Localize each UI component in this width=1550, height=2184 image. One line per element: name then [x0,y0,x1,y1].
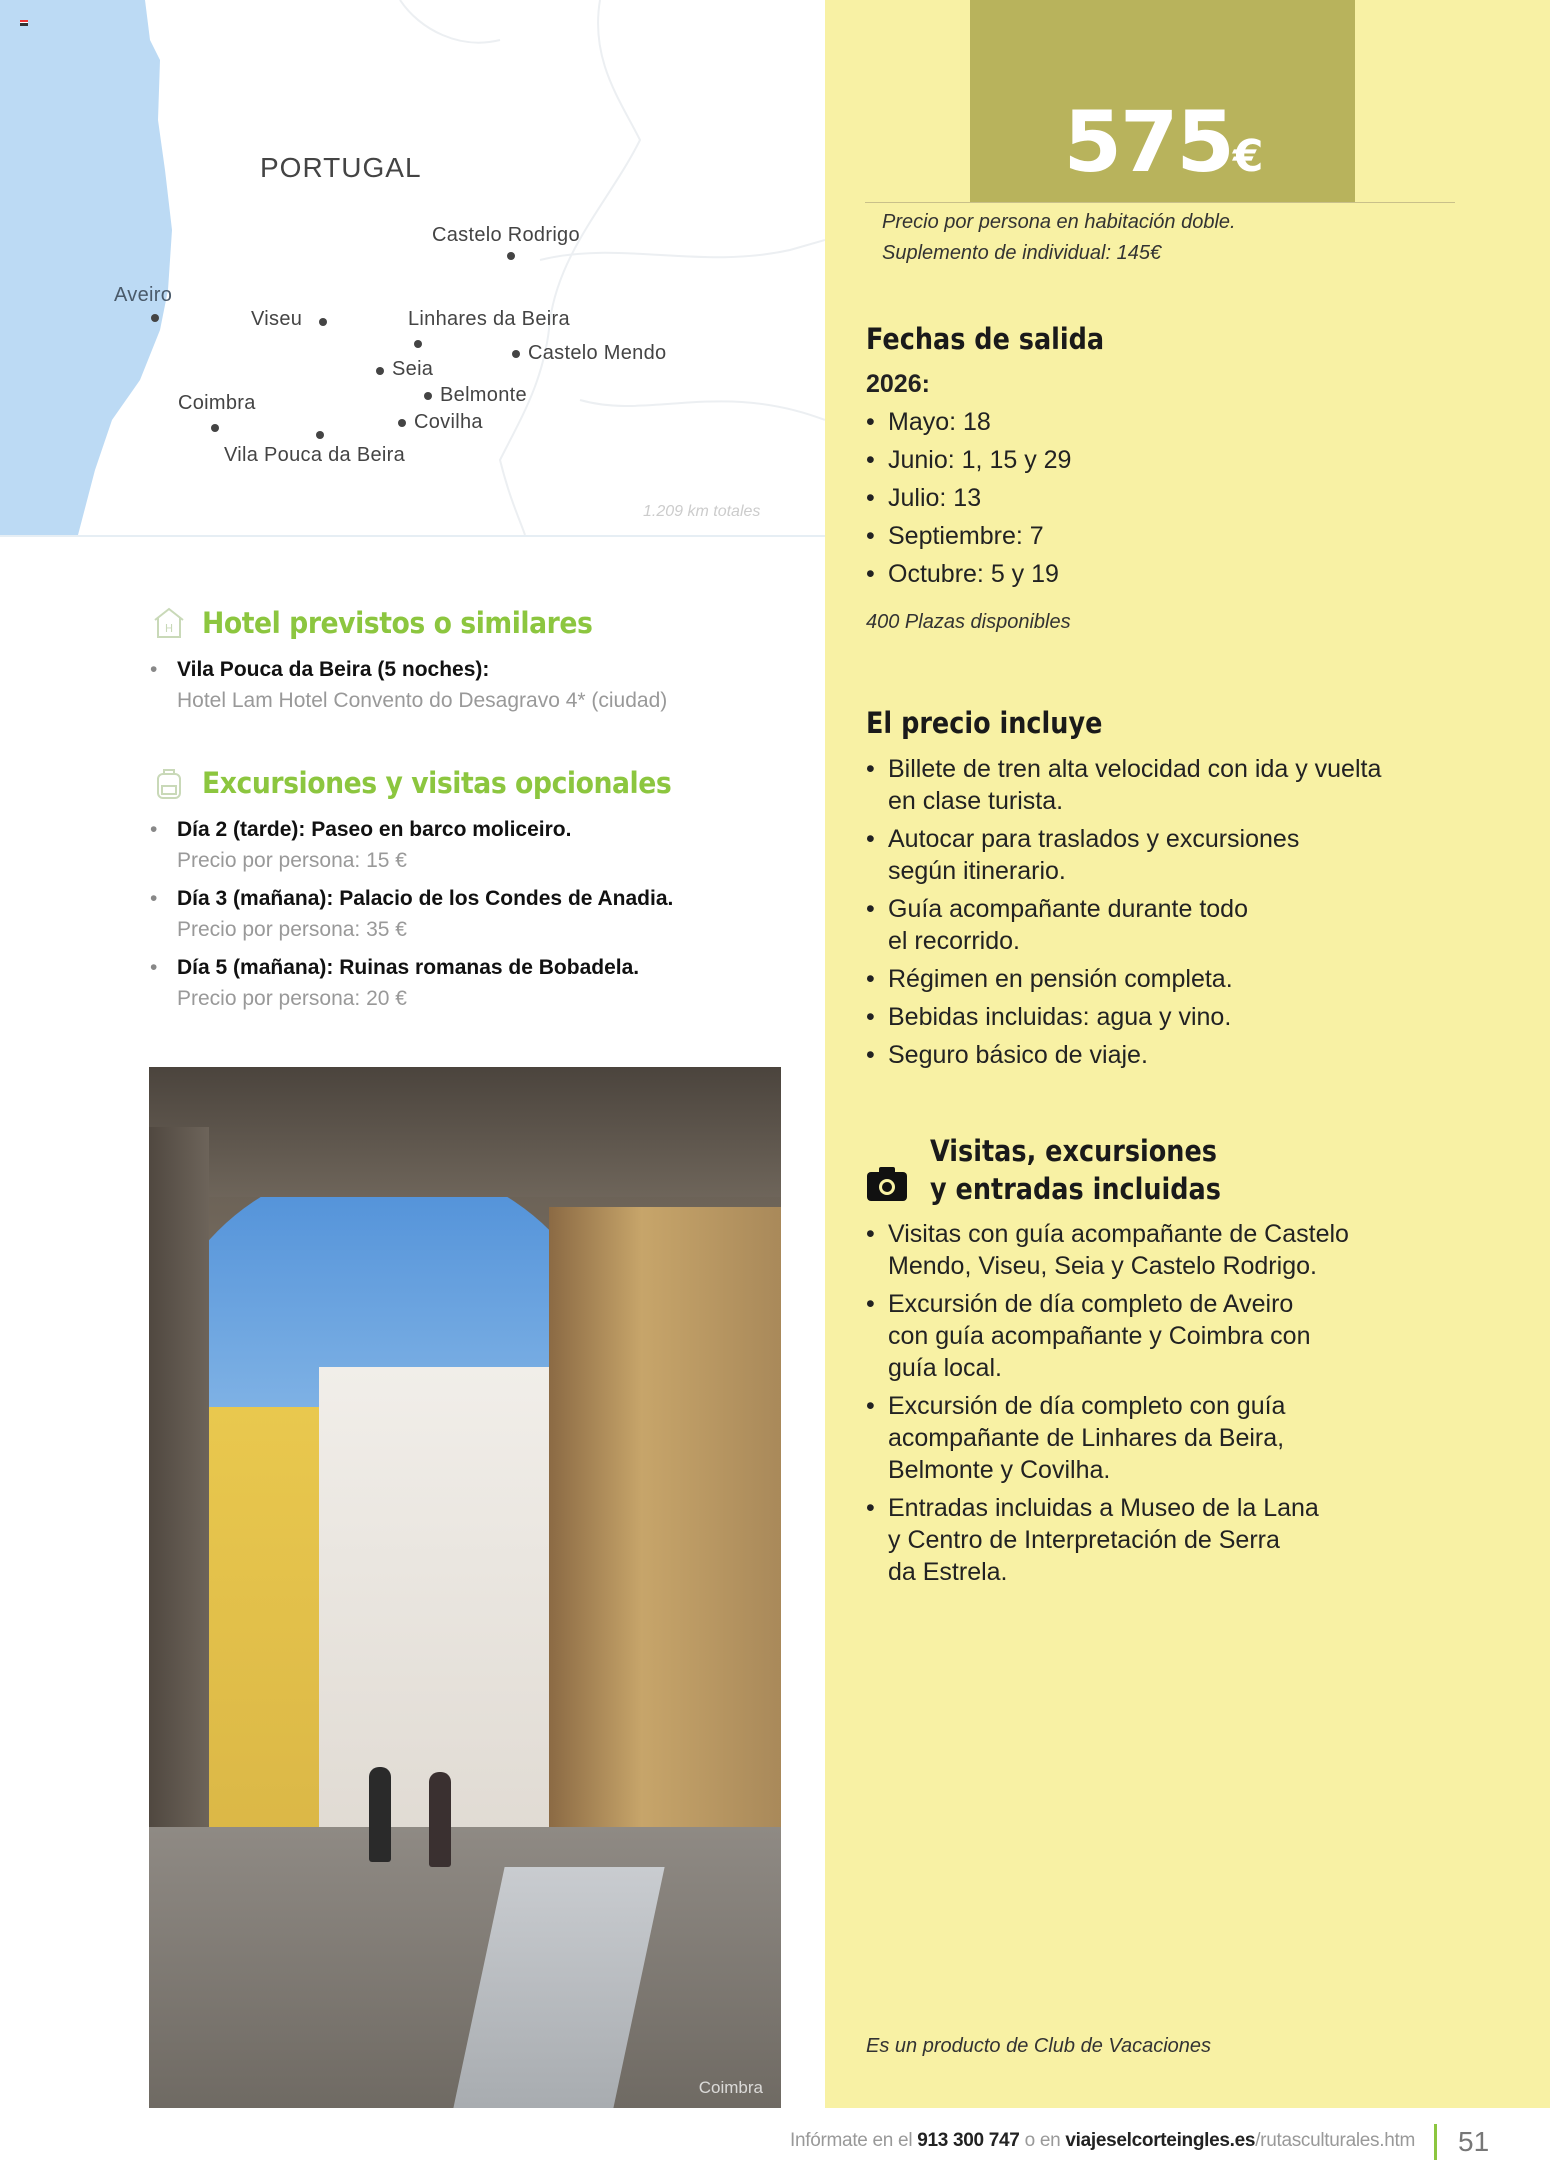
footer-phone[interactable]: 913 300 747 [917,2130,1020,2151]
date-item-text: Mayo: 18 [888,408,991,436]
date-item-text: Octubre: 5 y 19 [888,560,1059,588]
hotel-icon [152,606,186,640]
arch-pillar [149,1127,209,1927]
bullet: • [150,658,158,681]
footer-link-path[interactable]: /rutasculturales.htm [1255,2130,1415,2151]
producer-note: Es un producto de Club de Vacaciones [866,2035,1212,2057]
single-supplement: Suplemento de individual: 145€ [882,242,1162,264]
visits-title-line2: y entradas incluidas [930,1172,1221,1206]
coimbra-street-photo [149,1067,781,2108]
hotel-location: Vila Pouca da Beira (5 noches): [177,658,490,681]
bullet: • [866,484,875,512]
map-city-dot [319,318,327,326]
bullet: • [866,522,875,550]
included-item-text: Autocar para traslados y excursiones según itinerario. [888,825,1300,885]
includes-title: El precio incluye [866,706,1103,740]
map-city-dot [414,340,422,348]
map-city-label: Viseu [251,308,303,330]
map-city-label: Castelo Mendo [528,342,667,364]
border-line [500,0,640,535]
dates-year [866,368,930,400]
bullet: • [866,1290,875,1318]
stone-arch [149,1067,781,1197]
date-item-text: Junio: 1, 15 y 29 [888,446,1072,474]
bullet: • [866,895,875,923]
footer-link-domain[interactable]: viajeselcorteingles.es [1065,2130,1256,2151]
map-city-label: Coimbra [178,392,256,414]
map-city-label: Castelo Rodrigo [432,224,580,246]
bullet: • [866,965,875,993]
visit-item-text: Visitas con guía acompañante de Castelo Mendo, Viseu, Seia y Castelo Rodrigo. [888,1220,1349,1280]
map-country-label: PORTUGAL [260,152,422,183]
date-item [866,406,991,438]
price-amount: 575 [1063,93,1233,191]
bullet: • [866,825,875,853]
footer-divider [1434,2124,1437,2160]
bullet: • [866,408,875,436]
pedestrian [369,1767,391,1862]
date-item [866,444,1071,476]
bullet: • [866,755,875,783]
bullet: • [866,446,875,474]
visit-item-text: Excursión de día completo de Aveiro con guía acompañante y Coimbra con guía local. [888,1290,1311,1382]
bullet: • [150,956,158,979]
excursion-price: Precio por persona: 35 € [177,918,407,941]
map-city-dot [512,350,520,358]
footer-text: Infórmate en el [790,2130,918,2151]
pedestrian [429,1772,451,1867]
divider [865,202,1455,203]
included-item [866,893,1248,957]
visit-item [866,1218,1349,1282]
route-map [0,0,825,537]
price-note: Precio por persona en habitación doble. [882,211,1236,233]
map-city-label: Aveiro [114,284,173,306]
price-currency: € [1232,131,1262,182]
bullet: • [866,1392,875,1420]
map-city-label: Covilha [414,411,483,433]
bullet: • [866,1494,875,1522]
visit-item [866,1288,1310,1384]
included-item [866,823,1299,887]
photo-caption: Coimbra [698,2078,763,2097]
date-item [866,482,981,514]
map-distance: 1.209 km totales [643,503,761,520]
hotel-section-title: Hotel previstos o similares [202,606,593,640]
date-item-text: Julio: 13 [888,484,982,512]
included-item [866,963,1233,995]
visit-item-text: Excursión de día completo con guía acompañante de Linhares da Beira, Belmonte y Covilha. [888,1392,1286,1484]
map-city-dot [376,367,384,375]
footer-contact [790,2130,1415,2152]
bullet: • [866,1003,875,1031]
dates-title: Fechas de salida [866,322,1105,356]
included-item-text: Seguro básico de viaje. [888,1041,1148,1069]
camera-icon [866,1166,908,1202]
map-city-dot [316,431,324,439]
svg-text:H: H [164,622,174,635]
excursions-section-title: Excursiones y visitas opcionales [202,766,672,800]
map-city-dot [151,314,159,322]
map-city-label: Belmonte [440,384,527,406]
map-city-dot [507,252,515,260]
included-item-text: Bebidas incluidas: agua y vino. [888,1003,1232,1031]
seats-available: 400 Plazas disponibles [866,611,1071,633]
date-item-text: Septiembre: 7 [888,522,1044,550]
map-city-dot [211,424,219,432]
price-value [970,93,1355,191]
border-line [400,0,500,43]
map-city-label: Seia [392,358,434,380]
map-city-dot [424,392,432,400]
bullet: • [866,1220,875,1248]
map-city-label: Vila Pouca da Beira [224,444,406,466]
visits-title-line1: Visitas, excursiones [930,1134,1217,1168]
map-city-dot [398,419,406,427]
included-item-text: Billete de tren alta velocidad con ida y vuelta en clase turista. [888,755,1382,815]
date-item [866,520,1044,552]
price-box [970,0,1355,202]
page-number: 51 [1458,2126,1490,2157]
border-line [540,240,825,260]
visit-item-text: Entradas incluidas a Museo de la Lana y Centro de Interpretación de Serra da Estrela. [888,1494,1319,1586]
registration-mark [20,20,28,26]
year-label: 2026: [866,370,930,398]
backpack-icon [152,766,186,800]
included-item [866,753,1381,817]
included-item [866,1039,1148,1071]
excursion-price: Precio por persona: 15 € [177,849,407,872]
visit-item [866,1492,1319,1588]
bullet: • [150,818,158,841]
excursion-label: Día 5 (mañana): Ruinas romanas de Bobadela. [177,956,640,979]
bullet: • [866,1041,875,1069]
excursion-label: Día 2 (tarde): Paseo en barco moliceiro. [177,818,572,841]
footer-text: o en [1019,2130,1066,2151]
excursion-label: Día 3 (mañana): Palacio de los Condes de Anadia. [177,887,674,910]
bullet: • [150,887,158,910]
included-item-text: Guía acompañante durante todo el recorrido. [888,895,1248,955]
bullet: • [866,560,875,588]
included-item-text: Régimen en pensión completa. [888,965,1233,993]
date-item [866,558,1059,590]
map-city-label: Linhares da Beira [408,308,570,330]
hotel-name: Hotel Lam Hotel Convento do Desagravo 4* (ciudad) [177,689,668,712]
included-item [866,1001,1231,1033]
sea [0,0,172,535]
visit-item [866,1390,1285,1486]
excursion-price: Precio por persona: 20 € [177,987,407,1010]
border-line [580,400,825,420]
map-shapes [0,0,825,535]
